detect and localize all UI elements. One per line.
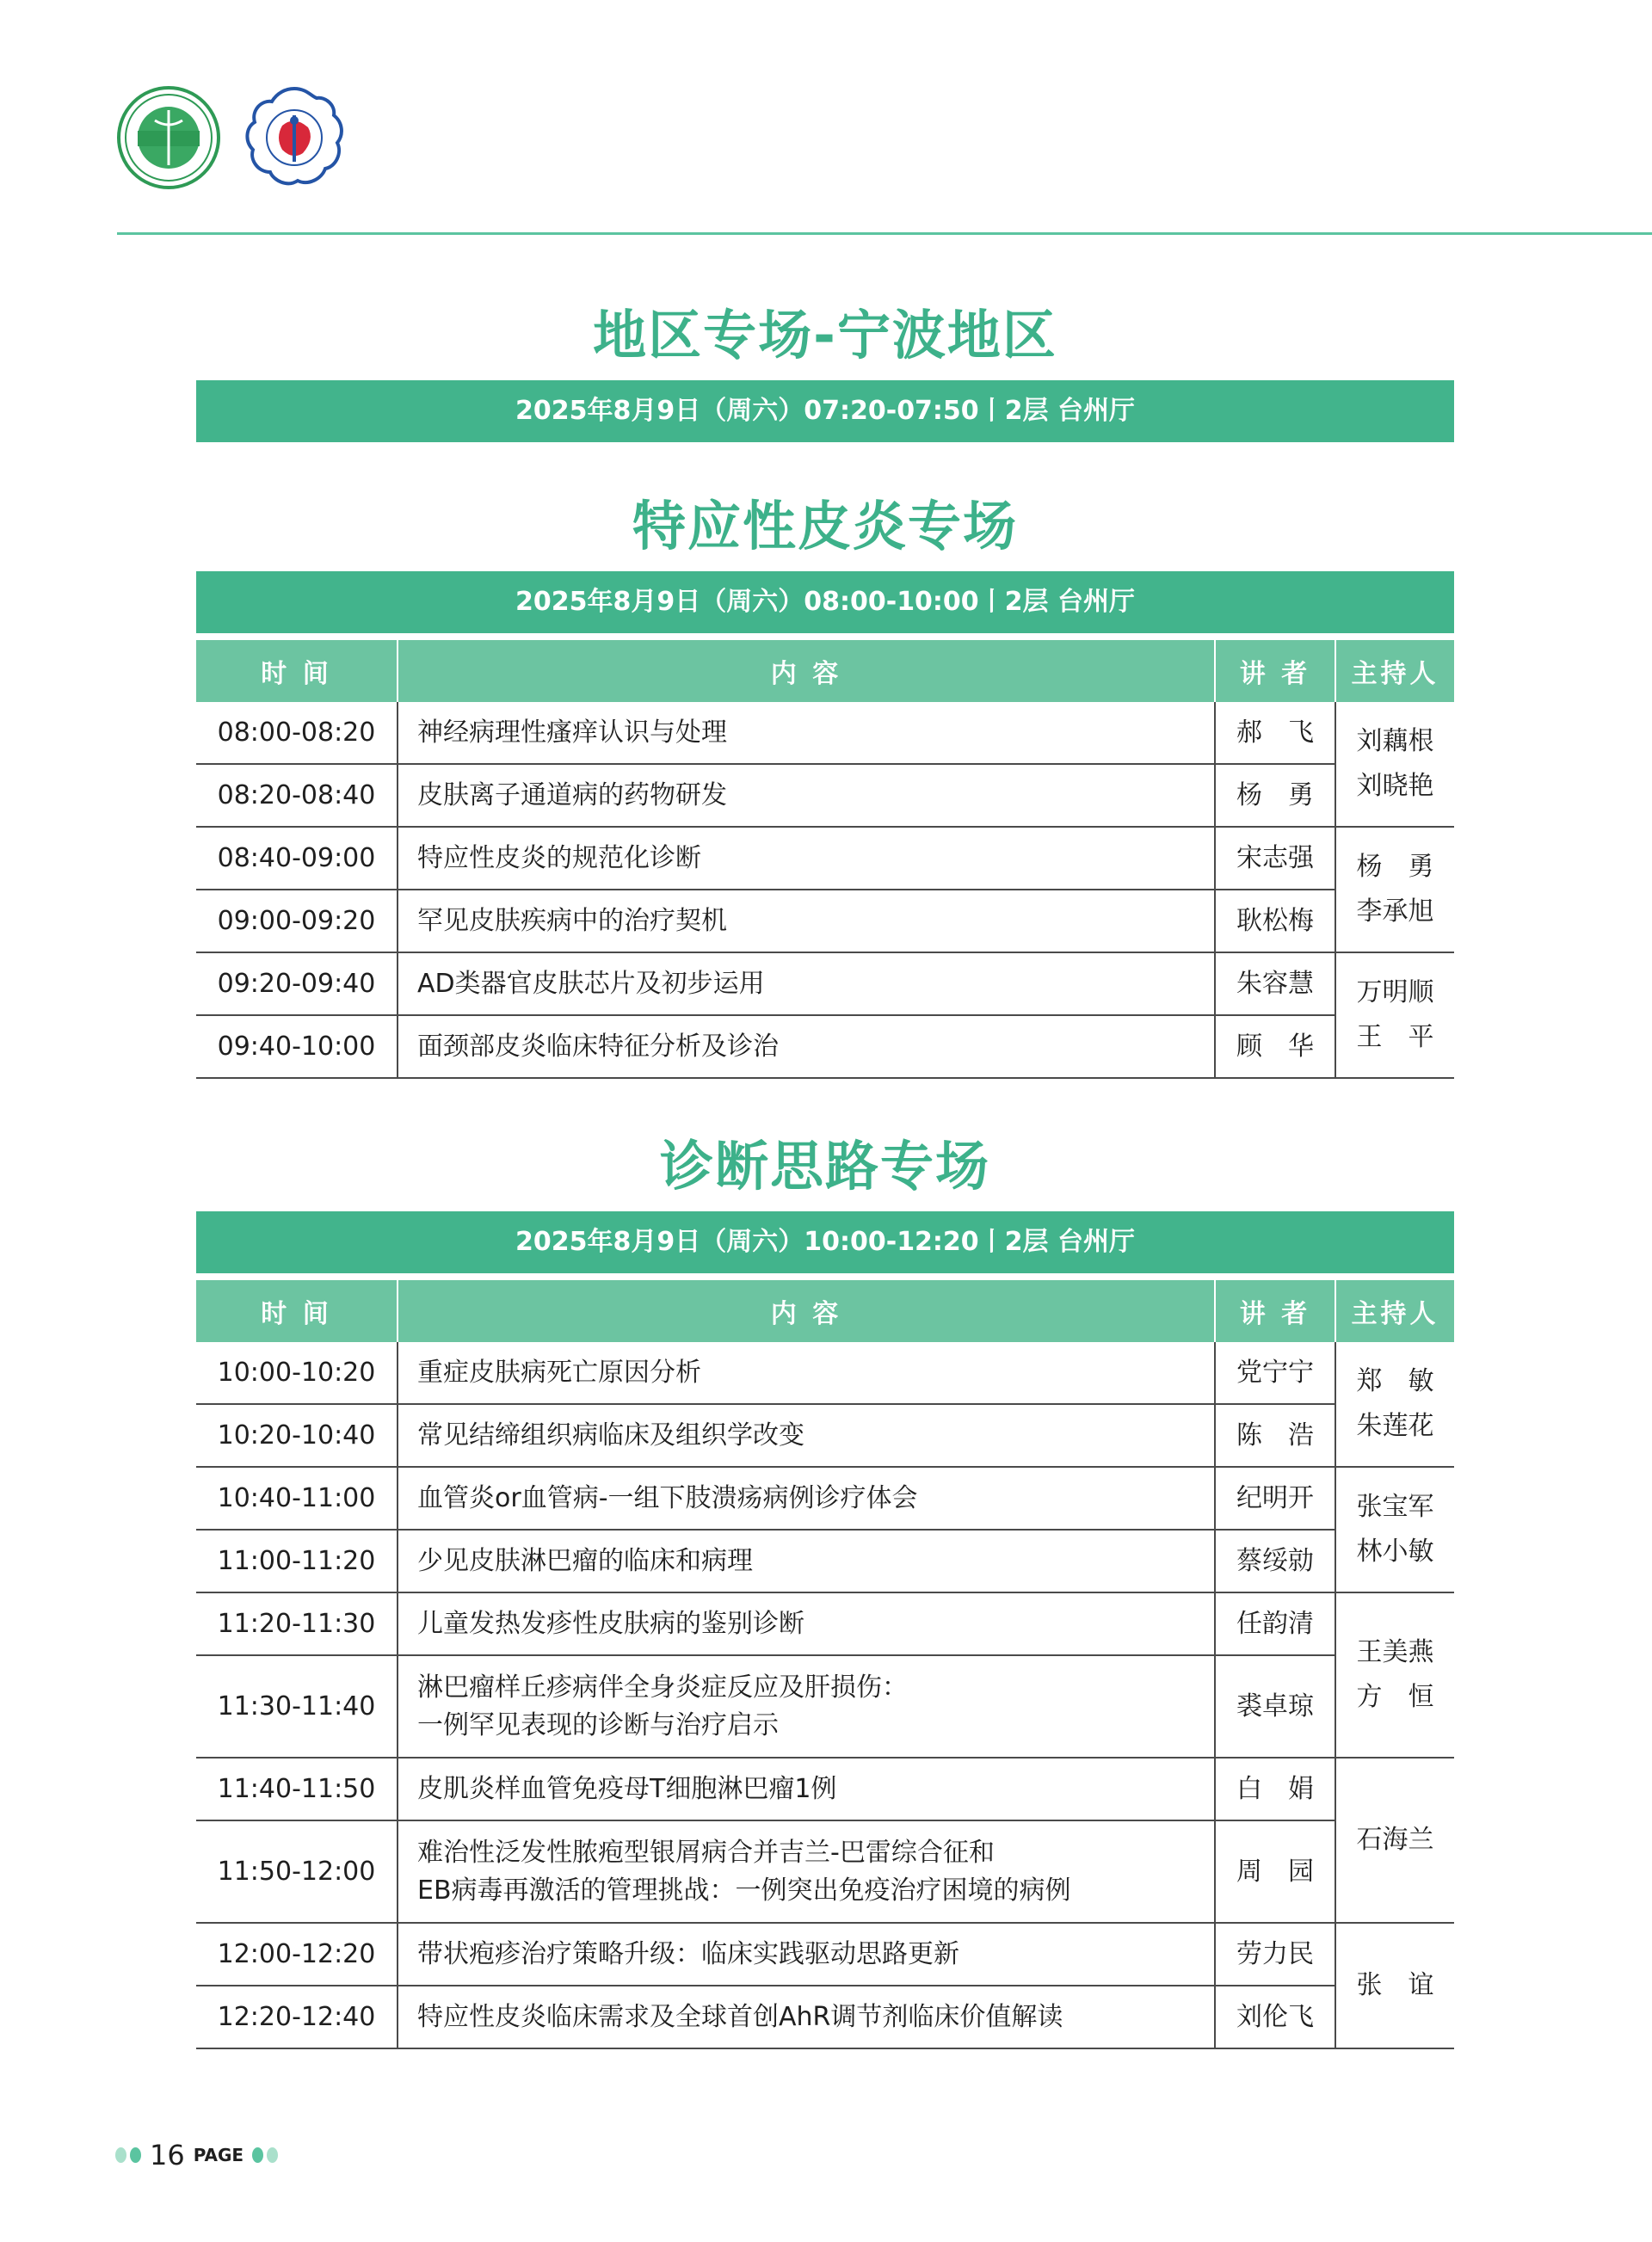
schedule-table [196, 1280, 1454, 2049]
speaker-cell: 陈 浩 [1215, 1404, 1335, 1467]
cmda-logo [117, 86, 220, 189]
time-cell: 10:00-10:20 [196, 1342, 398, 1404]
section-diagnostic-thinking [196, 1132, 1454, 2049]
content-line: 一例罕见表现的诊断与治疗启示 [417, 1709, 779, 1740]
host-name: 石海兰 [1356, 1825, 1434, 1855]
content-cell: 面颈部皮炎临床特征分析及诊治 [398, 1015, 1215, 1078]
header-host: 主持人 [1335, 640, 1454, 702]
page-word: PAGE [193, 2145, 244, 2165]
zhejiang-medical-association-logo [243, 86, 346, 189]
host-name: 朱莲花 [1356, 1411, 1434, 1441]
table-row [196, 1342, 1454, 1404]
page-footer [115, 2139, 278, 2171]
section-datetime-bar: 2025年8月9日（周六）08:00-10:00丨2层 台州厅 [196, 571, 1454, 633]
host-name: 李承旭 [1356, 896, 1434, 927]
header-time: 时 间 [196, 1280, 398, 1342]
time-cell: 11:50-12:00 [196, 1820, 398, 1923]
table-row [196, 702, 1454, 764]
host-name: 刘藕根 [1356, 726, 1434, 756]
time-cell: 08:40-09:00 [196, 827, 398, 890]
host-name: 刘晓艳 [1356, 771, 1434, 801]
content-cell: 少见皮肤淋巴瘤的临床和病理 [398, 1530, 1215, 1592]
speaker-cell: 纪明开 [1215, 1467, 1335, 1530]
schedule-table [196, 640, 1454, 1079]
table-row [196, 1923, 1454, 1986]
content-cell: 常见结缔组织病临床及组织学改变 [398, 1404, 1215, 1467]
section-datetime-bar: 2025年8月9日（周六）10:00-12:20丨2层 台州厅 [196, 1211, 1454, 1273]
host-name: 方 恒 [1356, 1682, 1434, 1712]
speaker-cell: 郝 飞 [1215, 702, 1335, 764]
time-cell: 08:00-08:20 [196, 702, 398, 764]
page-number: 16 [150, 2139, 185, 2171]
table-row [196, 1655, 1454, 1758]
header-host: 主持人 [1335, 1280, 1454, 1342]
table-row [196, 1986, 1454, 2048]
content-line: EB病毒再激活的管理挑战：一例突出免疫治疗困境的病例 [417, 1875, 1071, 1906]
content-cell: 带状疱疹治疗策略升级：临床实践驱动思路更新 [398, 1923, 1215, 1986]
time-cell: 09:20-09:40 [196, 952, 398, 1015]
table-header-row [196, 1280, 1454, 1342]
speaker-cell: 白 娟 [1215, 1758, 1335, 1820]
speaker-cell: 耿松梅 [1215, 890, 1335, 952]
section-title: 特应性皮炎专场 [632, 495, 1018, 557]
table-row [196, 827, 1454, 890]
content-cell: AD类器官皮肤芯片及初步运用 [398, 952, 1215, 1015]
header-speaker: 讲 者 [1215, 1280, 1335, 1342]
host-name: 王 平 [1356, 1022, 1434, 1052]
time-cell: 11:00-11:20 [196, 1530, 398, 1592]
host-name: 王美燕 [1356, 1637, 1434, 1667]
host-cell [1335, 952, 1454, 1078]
host-name: 杨 勇 [1356, 852, 1434, 882]
speaker-cell: 宋志强 [1215, 827, 1335, 890]
content-cell: 特应性皮炎临床需求及全球首创AhR调节剂临床价值解读 [398, 1986, 1215, 2048]
host-name: 张 谊 [1356, 1970, 1434, 2000]
time-cell: 11:40-11:50 [196, 1758, 398, 1820]
time-cell: 12:20-12:40 [196, 1986, 398, 2048]
host-cell [1335, 1923, 1454, 2048]
table-header-row [196, 640, 1454, 702]
speaker-cell: 杨 勇 [1215, 764, 1335, 827]
page-dots-right-icon [252, 2147, 278, 2163]
time-cell: 09:00-09:20 [196, 890, 398, 952]
header-divider [117, 232, 1652, 235]
speaker-cell: 朱容慧 [1215, 952, 1335, 1015]
content-cell: 血管炎or血管病-一组下肢溃疡病例诊疗体会 [398, 1467, 1215, 1530]
speaker-cell: 劳力民 [1215, 1923, 1335, 1986]
host-name: 林小敏 [1356, 1537, 1434, 1567]
section-title: 诊断思路专场 [659, 1135, 990, 1198]
page-dots-left-icon [115, 2147, 141, 2163]
table-row [196, 1530, 1454, 1592]
host-name: 万明顺 [1356, 977, 1434, 1007]
content-cell [398, 1820, 1215, 1923]
table-row [196, 890, 1454, 952]
content-cell: 皮肌炎样血管免疫母T细胞淋巴瘤1例 [398, 1758, 1215, 1820]
content-cell: 皮肤离子通道病的药物研发 [398, 764, 1215, 827]
header-speaker: 讲 者 [1215, 640, 1335, 702]
table-row [196, 1758, 1454, 1820]
host-cell [1335, 1758, 1454, 1923]
time-cell: 10:40-11:00 [196, 1467, 398, 1530]
speaker-cell: 裘卓琼 [1215, 1655, 1335, 1758]
header-content: 内 容 [398, 640, 1215, 702]
logo-group [117, 86, 346, 189]
speaker-cell: 任韵清 [1215, 1592, 1335, 1655]
time-cell: 11:20-11:30 [196, 1592, 398, 1655]
host-cell [1335, 827, 1454, 952]
content-cell [398, 1655, 1215, 1758]
table-row [196, 952, 1454, 1015]
table-row [196, 1015, 1454, 1078]
table-row [196, 1592, 1454, 1655]
header-content: 内 容 [398, 1280, 1215, 1342]
content-cell: 神经病理性瘙痒认识与处理 [398, 702, 1215, 764]
content-line: 淋巴瘤样丘疹病伴全身炎症反应及肝损伤： [417, 1672, 908, 1703]
content-cell: 特应性皮炎的规范化诊断 [398, 827, 1215, 890]
table-row [196, 764, 1454, 827]
host-name: 张宝军 [1356, 1492, 1434, 1522]
host-cell [1335, 1592, 1454, 1758]
host-name: 郑 敏 [1356, 1366, 1434, 1396]
header-time: 时 间 [196, 640, 398, 702]
host-cell [1335, 1342, 1454, 1467]
table-row [196, 1820, 1454, 1923]
content-cell: 罕见皮肤疾病中的治疗契机 [398, 890, 1215, 952]
time-cell: 10:20-10:40 [196, 1404, 398, 1467]
content-line: 难治性泛发性脓疱型银屑病合并吉兰-巴雷综合征和 [417, 1837, 995, 1868]
section-ningbo [196, 301, 1454, 442]
host-cell [1335, 1467, 1454, 1592]
section-title: 地区专场-宁波地区 [593, 304, 1057, 366]
section-atopic-dermatitis [196, 492, 1454, 1079]
table-row [196, 1467, 1454, 1530]
speaker-cell: 顾 华 [1215, 1015, 1335, 1078]
host-cell [1335, 702, 1454, 827]
speaker-cell: 党宁宁 [1215, 1342, 1335, 1404]
speaker-cell: 蔡绥勍 [1215, 1530, 1335, 1592]
section-datetime-bar: 2025年8月9日（周六）07:20-07:50丨2层 台州厅 [196, 380, 1454, 442]
time-cell: 09:40-10:00 [196, 1015, 398, 1078]
time-cell: 08:20-08:40 [196, 764, 398, 827]
content-cell: 儿童发热发疹性皮肤病的鉴别诊断 [398, 1592, 1215, 1655]
table-row [196, 1404, 1454, 1467]
time-cell: 11:30-11:40 [196, 1655, 398, 1758]
content-cell: 重症皮肤病死亡原因分析 [398, 1342, 1215, 1404]
speaker-cell: 刘伦飞 [1215, 1986, 1335, 2048]
time-cell: 12:00-12:20 [196, 1923, 398, 1986]
speaker-cell: 周 园 [1215, 1820, 1335, 1923]
